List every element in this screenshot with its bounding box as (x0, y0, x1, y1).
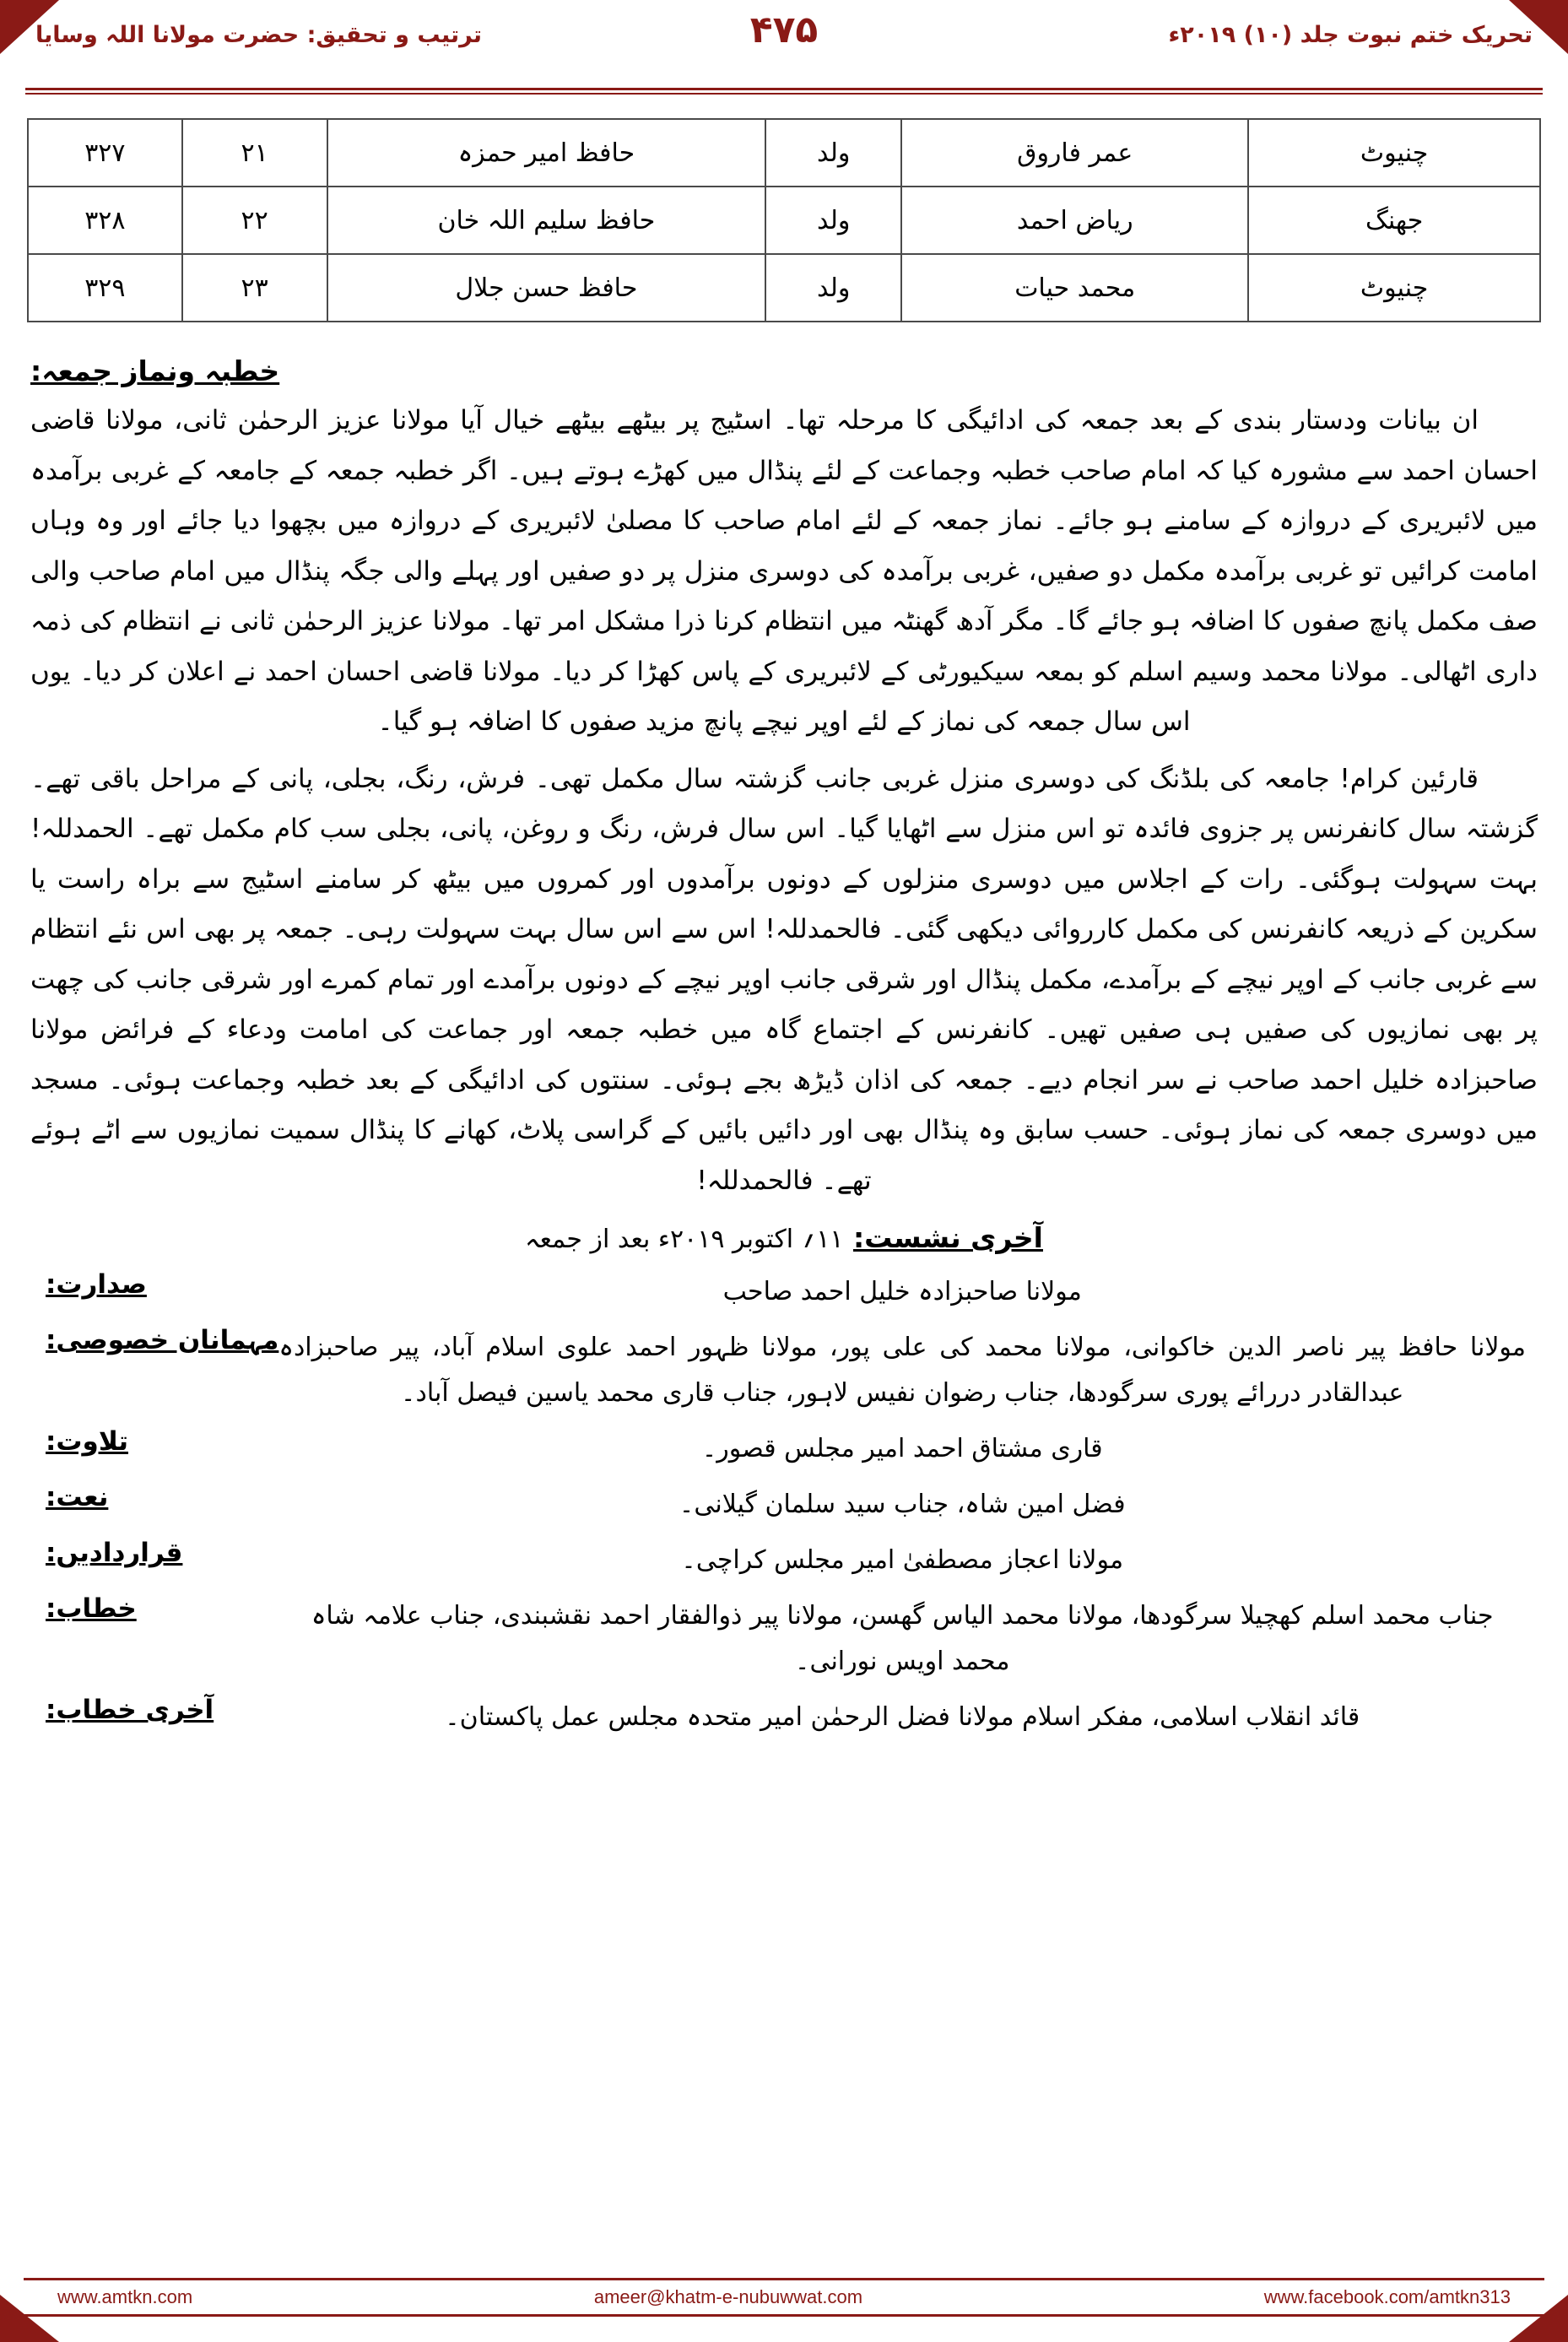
page-footer (0, 2266, 1568, 2342)
footer-website-link[interactable]: www.amtkn.com (57, 2286, 193, 2307)
cell-father: ریاض احمد (901, 187, 1248, 254)
table-row (28, 254, 1540, 322)
footer-email-link[interactable]: ameer@khatm-e-nubuwwat.com (593, 2286, 863, 2307)
roster-value: مولانا صاحبزادہ خلیل احمد صاحب (722, 1277, 1082, 1307)
table-row (28, 119, 1540, 187)
footer-links-band (24, 2278, 1544, 2317)
cell-father: محمد حیات (901, 254, 1248, 322)
header-book-title: تحریک ختم نبوت جلد (۱۰) ۲۰۱۹ء (1168, 22, 1533, 48)
footer-facebook-link[interactable]: www.facebook.com/amtkn313 (1263, 2286, 1511, 2307)
last-session-date: ۱۱؍ اکتوبر ۲۰۱۹ء بعد از جمعہ (524, 1225, 844, 1255)
cell-serial: ۳۲۹ (28, 254, 182, 322)
cell-name: حافظ امیر حمزہ (327, 119, 766, 187)
roster-value: فضل امین شاہ، جناب سید سلمان گیلانی۔ (679, 1490, 1126, 1520)
roster-row (30, 1588, 1538, 1690)
cell-walad: ولد (765, 187, 901, 254)
header-rule-thin (25, 93, 1543, 95)
roster-label: قراردادیں: (46, 1538, 183, 1569)
programme-roster (30, 1264, 1538, 1745)
cell-name: حافظ حسن جلال (327, 254, 766, 322)
roster-value: قائد انقلاب اسلامی، مفکر اسلام مولانا فضل الرحمٰن امیر متحدہ مجلس عمل پاکستان۔ (445, 1702, 1360, 1733)
cell-name: حافظ سلیم اللہ خان (327, 187, 766, 254)
roster-value: مولانا اعجاز مصطفیٰ امیر مجلس کراچی۔ (681, 1545, 1124, 1576)
paragraph-1: ان بیانات ودستار بندی کے بعد جمعہ کی ادائیگی کا مرحلہ تھا۔ اسٹیج پر بیٹھے بیٹھے خیال آیا مولانا عزیز الرحمٰن ثانی، مولانا قاضی احسان احمد سے مشورہ کیا کہ امام صاحب خطبہ وجماعت کے لئے پنڈال میں کھڑے ہوتے ہیں۔ اگر خطبہ جمعہ کے جامعہ کے غربی برآمدہ میں لائبریری کے دروازہ کے سامنے ہو جائے۔ نماز جمعہ کے لئے امام صاحب کا مصلیٰ لائبریری کے دروازہ میں بچھوا دیا جائے اور وہ وہاں امامت کرائیں تو غربی برآمدہ مکمل دو صفیں، غربی برآمدہ کی دوسری منزل پر دو صفیں اور پہلے والی جگہ پنڈال میں امام صاحب والی صف مکمل پانچ صفوں کا اضافہ ہو جائے گا۔ مگر آدھ گھنٹہ میں انتظام کرنا ذرا مشکل امر تھا۔ مولانا عزیز الرحمٰن ثانی نے انتظام کی ذمہ داری اٹھالی۔ مولانا محمد وسیم اسلم کو بمعہ سیکیورٹی کے لائبریری کے پاس کھڑا کر دیا۔ مولانا قاضی احسان احمد نے اعلان کر دیا۔ یوں اس سال جمعہ کی نماز کے لئے اوپر نیچے پانچ مزید صفوں کا اضافہ ہو گیا۔ (30, 405, 1538, 738)
cell-walad: ولد (765, 254, 901, 322)
section-heading-khutba: خطبہ ونماز جمعہ: (30, 354, 280, 387)
page-number: ۴۷۵ (749, 8, 819, 51)
roster-label: آخری خطاب: (46, 1695, 214, 1726)
header-compiler: ترتیب و تحقیق: حضرت مولانا اللہ وسایا (35, 22, 483, 48)
roster-label: تلاوت: (46, 1426, 128, 1458)
cell-city: چنیوٹ (1248, 254, 1540, 322)
cell-number: ۲۱ (182, 119, 327, 187)
cell-city: جھنگ (1248, 187, 1540, 254)
roster-row (30, 1533, 1538, 1588)
roster-row (30, 1320, 1538, 1421)
roster-value: جناب محمد اسلم کھچیلا سرگودھا، مولانا محمد الیاس گھسن، مولانا پیر ذوالفقار احمد نقشبندی، جناب علامہ شاہ محمد اویس نورانی۔ (311, 1601, 1494, 1677)
cell-walad: ولد (765, 119, 901, 187)
main-content (30, 354, 1538, 1745)
roster-row (30, 1264, 1538, 1320)
table-row (28, 187, 1540, 254)
roster-row (30, 1690, 1538, 1745)
cell-serial: ۳۲۷ (28, 119, 182, 187)
cell-serial: ۳۲۸ (28, 187, 182, 254)
roster-row (30, 1477, 1538, 1533)
cell-father: عمر فاروق (901, 119, 1248, 187)
paragraph-2: قارئین کرام! جامعہ کی بلڈنگ کی دوسری منزل غربی جانب گزشتہ سال مکمل تھی۔ فرش، رنگ، بجلی، پانی کے مراحل باقی تھے۔ گزشتہ سال کانفرنس پر جزوی فائدہ تو اس منزل سے اٹھایا گیا۔ اس سال فرش، رنگ و روغن، پانی، بجلی سب کام مکمل تھے۔ الحمدللہ! بہت سہولت ہوگئی۔ رات کے اجلاس میں دوسری منزلوں کے دونوں برآمدوں اور کمروں میں بیٹھ کر سامنے اسٹیج سے براہ راست یا سکرین کے ذریعہ کانفرنس کی مکمل کارروائی دیکھی گئی۔ فالحمدللہ! اس سے اس سال بہت سہولت رہی۔ جمعہ پر بھی اس نئے انتظام سے غربی جانب کے اوپر نیچے کے برآمدے، مکمل پنڈال اور شرقی جانب اوپر نیچے کے دونوں برآمدے اور تمام کمرے اور شرقی جانب کی چھت پر بھی نمازیوں کی صفیں ہی صفیں تھیں۔ کانفرنس کے اجتماع گاہ میں خطبہ جمعہ اور جماعت کی امامت ودعاء کے فرائض مولانا صاحبزادہ خلیل احمد صاحب نے سر انجام دیے۔ جمعہ کی اذان ڈیڑھ بجے ہوئی۔ سنتوں کی ادائیگی کے بعد خطبہ وجماعت ہوئی۔ مسجد میں دوسری جمعہ کی نماز ہوئی۔ حسب سابق وہ پنڈال بھی اور دائیں بائیں کے گراسی پلاٹ، کھانے کا پنڈال سمیت نمازیوں سے اٹے ہوئے تھے۔ فالحمدللہ! (30, 763, 1538, 1196)
cell-number: ۲۲ (182, 187, 327, 254)
roster-label: مہمانان خصوصی: (46, 1325, 279, 1356)
page-header (0, 0, 1568, 95)
cell-number: ۲۳ (182, 254, 327, 322)
roster-label: نعت: (46, 1482, 109, 1513)
roster-row (30, 1421, 1538, 1477)
names-table-wrapper (27, 118, 1541, 322)
cell-city: چنیوٹ (1248, 119, 1540, 187)
names-table (27, 118, 1541, 322)
last-session-heading (30, 1221, 1538, 1254)
last-session-label: آخری نشست: (852, 1221, 1043, 1255)
roster-value: قاری مشتاق احمد امیر مجلس قصور۔ (701, 1434, 1103, 1464)
roster-label: خطاب: (46, 1593, 137, 1625)
roster-value: مولانا حافظ پیر ناصر الدین خاکوانی، مولانا محمد کی علی پور، مولانا ظہور احمد علوی اسلام آباد، پیر صاحبزادہ عبدالقادر دررائے پوری سرگودھا، جناب رضوان نفیس لاہور، جناب قاری محمد یاسین فیصل آباد۔ (278, 1333, 1526, 1409)
header-rule-thick (25, 88, 1543, 90)
roster-label: صدارت: (46, 1269, 147, 1301)
